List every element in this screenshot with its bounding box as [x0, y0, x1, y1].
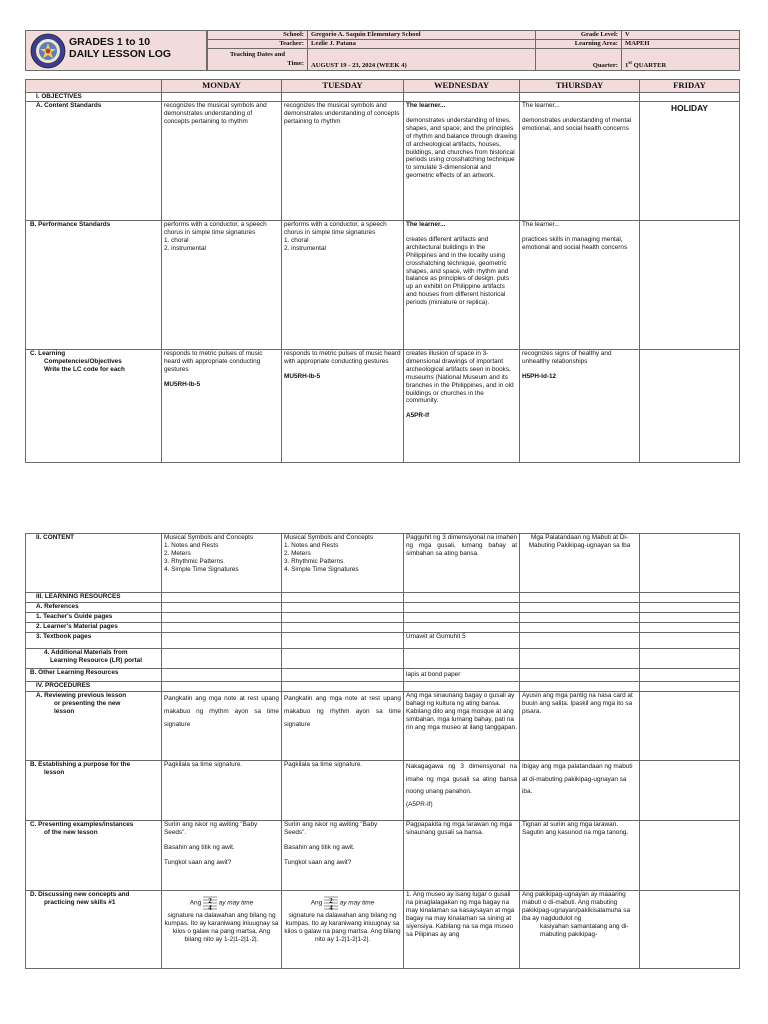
friday-holiday: HOLIDAY — [640, 102, 740, 221]
lc-monday — [162, 350, 282, 463]
svg-text:4: 4 — [329, 904, 333, 912]
procedure-b-label: B. Establishing a purpose for the lesson — [26, 761, 162, 821]
procedure-d-tuesday: Ang 2 4 ay may time signature na dalawahan ang bilang ng kumpas. Ito ay karaniwang iniuugnay sa kilos o galaw na pang martsa. Ang bilang nito ay 1-2|1-2|1-2|. — [282, 891, 404, 969]
ps-thursday — [520, 221, 640, 350]
ps-tuesday — [282, 221, 404, 350]
ps-monday-item-1: 1. choral — [164, 236, 189, 244]
time-signature-2-4-icon — [203, 894, 217, 912]
day-header-tuesday: TUESDAY — [282, 80, 404, 93]
quarter-value — [622, 49, 740, 71]
lesson-log-table-2 — [25, 533, 740, 969]
ps-tuesday-item-1: 1. choral — [284, 236, 309, 244]
content-wednesday: Pagguhit ng 3 dimensiyonal na imahen ng mga gusali, lumang bahay at simbahan sa ating bansa. — [404, 534, 520, 593]
day-header-friday: FRIDAY — [640, 80, 740, 93]
procedure-b-monday: Pagkilala sa time signature. — [162, 761, 282, 821]
svg-text:4: 4 — [208, 904, 212, 912]
performance-standards-label: B. Performance Standards — [26, 221, 162, 350]
ps-monday-text: performs with a conductor, a speech chorus in simple time signatures — [164, 221, 267, 236]
ps-tuesday-text: performs with a conductor, a speech chorus in simple time signatures — [284, 221, 387, 236]
cs-wednesday — [404, 102, 520, 221]
day-header-monday: MONDAY — [162, 80, 282, 93]
learners-material-label: 2. Learner's Material pages — [26, 623, 162, 633]
cs-thursday — [520, 102, 640, 221]
title-line-1: GRADES 1 to 10 — [69, 36, 151, 48]
cs-thursday-heading: The learner... — [522, 102, 560, 109]
procedure-c-tuesday: Suriin ang iskor ng awiting "Baby Seeds". Basahin ang titik ng awit. Tungkol saan ang awit? — [282, 821, 404, 891]
dates-label-line-2: Time: — [287, 59, 304, 67]
lc-tuesday-text: responds to metric pulses of music heard with appropriate conducting gestures — [284, 350, 401, 365]
procedure-b-wednesday: Nakagagawa ng 3 dimensyonal na imahe ng mga gusali sa ating bansa noong unang panahon. (A5PR-If) — [404, 761, 520, 821]
dates-value: AUGUST 19 - 23, 2024 (WEEK 4) — [308, 49, 536, 71]
lc-wednesday — [404, 350, 520, 463]
cs-thursday-text: demonstrates understanding of mental emotional, and social health concerns — [522, 116, 632, 132]
lc-monday-text: responds to metric pulses of music heard with appropriate conducting gestures — [164, 350, 263, 373]
ps-wednesday — [404, 221, 520, 350]
ps-thursday-heading: The learner... — [522, 221, 560, 228]
procedure-d-thursday: Ang pakikipag-ugnayan ay maaaring mabuti o di-mabuti. Ang mabuting pakikipag-ugnayan/pakikisalamuha sa iba ay nagdudulot ng kasiyahan samantalang ang di-mabuting pakikipag- — [520, 891, 640, 969]
teacher-value: Lezlie J. Patana — [308, 40, 536, 49]
school-value: Gregorio A. Saquin Elementary School — [308, 31, 536, 40]
grade-level-label: Grade Level: — [536, 31, 622, 40]
school-label: School: — [208, 31, 308, 40]
quarter-label: Quarter: — [536, 49, 622, 71]
cs-tuesday: recognizes the musical symbols and demonstrates understanding of concepts pertaining to rhythm — [282, 102, 404, 221]
content-monday: Musical Symbols and Concepts 1. Notes and Rests 2. Meters 3. Rhythmic Patterns 4. Simple Time Signatures — [162, 534, 282, 593]
lc-thursday — [520, 350, 640, 463]
content-label: II. CONTENT — [26, 534, 162, 593]
procedure-b-tuesday: Pagkilala sa time signature. — [282, 761, 404, 821]
additional-materials-line-2: Learning Resource (LR) portal — [50, 656, 142, 664]
title-line-2: DAILY LESSON LOG — [69, 48, 172, 60]
dates-label-line-1: Teaching Dates and — [229, 51, 286, 58]
corner-cell — [26, 80, 162, 93]
lc-thursday-text: recognizes signs of healthy and unhealthy relationships — [522, 350, 612, 365]
deped-seal-icon — [30, 33, 66, 69]
cs-monday: recognizes the musical symbols and demonstrates understanding of concepts pertaining to rhythm — [162, 102, 282, 221]
learning-area-label: Learning Area: — [536, 40, 622, 49]
procedure-c-thursday: Tignan at suriin ang mga larawan. Sagutin ang kasunod na mga tanong. — [520, 821, 640, 891]
lc-tuesday-code: MU5RH-Ib-5 — [284, 372, 321, 380]
ps-thursday-text: practices skills in managing mental, emotional and social health concerns — [522, 235, 628, 251]
lc-wednesday-text: creates illusion of space in 3-dimensional drawings of important archeological artifacts seen in books, museums (National Museum and its branches in the Philippines, and in old buildings or churches in the community. — [406, 350, 514, 405]
content-tuesday: Musical Symbols and Concepts 1. Notes and Rests 2. Meters 3. Rhythmic Patterns 4. Simple Time Signatures — [282, 534, 404, 593]
grade-level-value: V — [622, 31, 740, 40]
lc-wednesday-code: A5PR-If — [406, 412, 430, 420]
lc-monday-code: MU5RH-Ib-5 — [164, 380, 201, 388]
procedure-c-wednesday: Pagpapakita ng mga larawan ng mga sinaunang gusali sa bansa. — [404, 821, 520, 891]
lc-thursday-code: H5PH-Id-12 — [522, 372, 557, 380]
svg-text:2: 2 — [329, 897, 333, 905]
procedure-a-tuesday: Pangkatin ang mga note at rest upang makabuo ng rhythm ayon sa time signature — [282, 692, 404, 761]
procedure-d-monday: Ang 2 4 ay may time signature na dalawahan ang bilang ng kumpas. Ito ay karaniwang iniuugnay sa kilos o galaw na pang martsa. Ang bilang nito ay 1-2|1-2|1-2|. — [162, 891, 282, 969]
header-title-box — [25, 30, 207, 71]
learning-area-value: MAPEH — [622, 40, 740, 49]
procedure-c-monday: Suriin ang iskor ng awiting "Baby Seeds". Basahin ang titik ng awit. Tungkol saan ang awit? — [162, 821, 282, 891]
content-standards-label: A. Content Standards — [26, 102, 162, 221]
content-thursday: Mga Palatandaan ng Mabuti at Di-Mabuting Pakikipag-ugnayan sa Iba — [520, 534, 640, 593]
learning-resources-heading: III. LEARNING RESOURCES — [26, 593, 162, 603]
day-header-thursday: THURSDAY — [520, 80, 640, 93]
time-signature-2-4-icon — [324, 894, 338, 912]
quarter-number: 1 — [625, 62, 629, 69]
ps-wednesday-text: creates different artifacts and architectural buildings in the Philippines and in the locality using crosshatching technique, geometric shapes, and space, with rhythm and balance as principles of design. puts up an exhibit on Philippine artifacts and houses from different historical periods (miniature or replica). — [406, 235, 510, 307]
lc-tuesday — [282, 350, 404, 463]
procedure-a-monday: Pangkatin ang mga note at rest upang makabuo ng rhythm ayon sa time signature — [162, 692, 282, 761]
ps-tuesday-item-2: 2. instrumental — [284, 244, 326, 252]
cs-wednesday-heading: The learner... — [406, 102, 446, 109]
additional-materials-label — [26, 649, 162, 669]
procedure-b-thursday: Ibigay ang mga palatandaan ng mabuti at di-mabuting pakikipag-ugnayan sa iba. — [520, 761, 640, 821]
dates-label — [208, 49, 308, 71]
references-label: A. References — [26, 603, 162, 613]
quarter-suffix: st — [628, 60, 632, 66]
other-resources-wednesday: lapis at bond paper — [404, 669, 520, 682]
ps-wednesday-heading: The learner... — [406, 221, 446, 228]
form-title — [69, 36, 171, 60]
procedure-a-wednesday: Ang mga sinaunang bagay o gusali ay bahagi ng kultura ng ating bansa. Kabilang dito ang mga mosque at ang simbahan, mga lumang bahay, pati na rin ang mga museo at ilang tanggapan. — [404, 692, 520, 761]
other-resources-label: B. Other Learning Resources — [26, 669, 162, 682]
procedures-heading: IV. PROCEDURES — [26, 682, 162, 692]
procedure-c-label: C. Presenting examples/instances of the new lesson — [26, 821, 162, 891]
textbook-pages-label: 3. Textbook pages — [26, 633, 162, 649]
lc-label-line-3: Write the LC code for each — [44, 365, 125, 373]
ps-monday-item-2: 2. instrumental — [164, 244, 206, 252]
additional-materials-line-1: 4. Additional Materials from — [44, 649, 128, 656]
teacher-label: Teacher: — [208, 40, 308, 49]
learning-competencies-label — [26, 350, 162, 463]
procedure-d-wednesday: 1. Ang museo ay isang lugar o gusali na pinaglalagakan ng mga bagay na may kinalaman sa kasaysayan at mga bagay na may kinalaman sa sining at siyensiya. Kabilang na sa mga museo sa Pilipinas ay ang — [404, 891, 520, 969]
cs-wednesday-text: demonstrates understanding of lines, shapes, and space; and the principles of rhythm and balance through drawing of archeological artifacts, houses, buildings, and churches from historical periods using crosshatching technique to simulate 3-dimensional and geometric effects of an artwork. — [406, 116, 517, 180]
lesson-log-table-1 — [25, 79, 740, 463]
svg-text:2: 2 — [208, 897, 212, 905]
ps-monday — [162, 221, 282, 350]
procedure-a-label: A. Reviewing previous lesson or presenting the new lesson — [26, 692, 162, 761]
day-header-wednesday: WEDNESDAY — [404, 80, 520, 93]
objectives-heading: I. OBJECTIVES — [26, 93, 162, 102]
header-info-table — [207, 30, 740, 71]
quarter-word: QUARTER — [633, 62, 667, 69]
teachers-guide-label: 1. Teacher's Guide pages — [26, 613, 162, 623]
procedure-d-label: D. Discussing new concepts and practicing new skills #1 — [26, 891, 162, 969]
lc-label-line-2: Competencies/Objectives — [44, 357, 122, 365]
textbook-wednesday: Umawit at Gumuhit 5 — [404, 633, 520, 649]
procedure-a-thursday: Ayusin ang mga pantig na nasa card at buuin ang salita. Ipaskil ang mga ito sa pisara. — [520, 692, 640, 761]
lc-label-line-1: C. Learning — [30, 350, 66, 357]
